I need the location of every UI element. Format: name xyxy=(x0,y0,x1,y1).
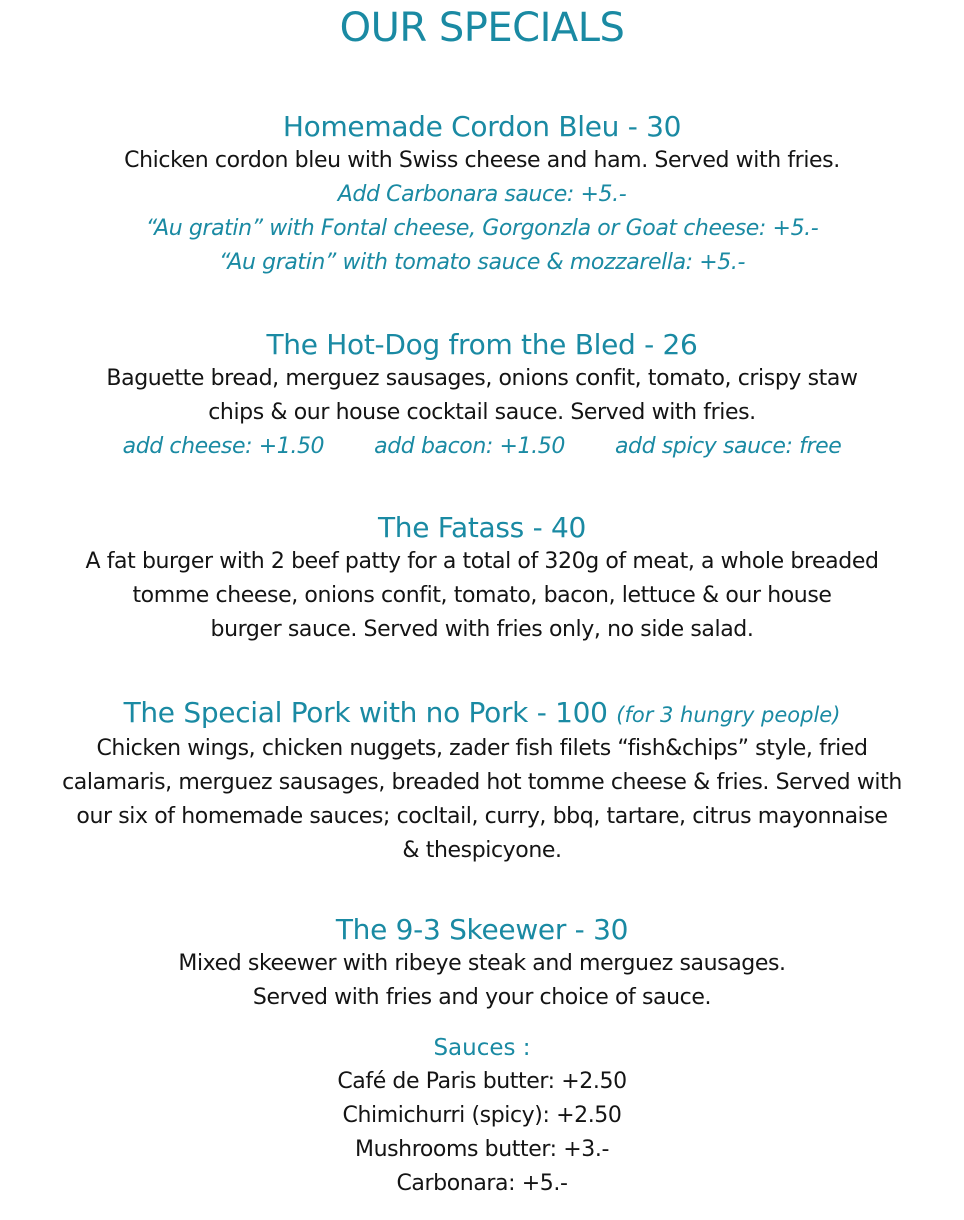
addon-row xyxy=(0,430,964,464)
item-option: “Au gratin” with Fontal cheese, Gorgonzla or Goat cheese: +5.- xyxy=(145,216,819,241)
sauce-item: Chimichurri (spicy): +2.50 xyxy=(342,1103,622,1128)
item-description: Baguette bread, merguez sausages, onions confit, tomato, crispy staw xyxy=(106,366,858,391)
item-description: & thespicyone. xyxy=(402,838,562,863)
sauce-item: Carbonara: +5.- xyxy=(396,1171,568,1196)
page-title: OUR SPECIALS xyxy=(339,5,625,51)
addon-cheese: add cheese: +1.50 xyxy=(122,434,325,459)
item-description: burger sauce. Served with fries only, no side salad. xyxy=(210,617,754,642)
item-description: Chicken cordon bleu with Swiss cheese and ham. Served with fries. xyxy=(124,148,840,173)
item-description: Chicken wings, chicken nuggets, zader fish filets “fish&chips” style, fried xyxy=(96,736,868,761)
menu-item-hot-dog xyxy=(0,328,964,464)
item-heading-note: (for 3 hungry people) xyxy=(616,703,841,727)
sauce-item: Café de Paris butter: +2.50 xyxy=(337,1069,627,1094)
addon-bacon: add bacon: +1.50 xyxy=(374,434,565,459)
item-heading xyxy=(0,696,964,732)
menu-item-fatass xyxy=(0,511,964,647)
item-heading: The Hot-Dog from the Bled - 26 xyxy=(266,328,698,361)
sauce-item: Mushrooms butter: +3.- xyxy=(354,1137,610,1162)
item-description: A fat burger with 2 beef patty for a total of 320g of meat, a whole breaded xyxy=(85,549,879,574)
menu-item-skeewer xyxy=(0,913,964,1015)
menu-item-cordon-bleu xyxy=(0,110,964,280)
item-description: calamaris, merguez sausages, breaded hot tomme cheese & fries. Served with xyxy=(62,770,902,795)
item-heading: The 9-3 Skeewer - 30 xyxy=(335,913,629,946)
menu-item-special-pork xyxy=(0,696,964,868)
addon-spicy-sauce: add spicy sauce: free xyxy=(614,434,842,459)
item-description: our six of homemade sauces; cocltail, curry, bbq, tartare, citrus mayonnaise xyxy=(76,804,888,829)
item-description: tomme cheese, onions confit, tomato, bacon, lettuce & our house xyxy=(132,583,832,608)
item-option: “Au gratin” with tomato sauce & mozzarella: +5.- xyxy=(218,250,746,275)
item-heading-text: The Special Pork with no Pork - 100 xyxy=(123,696,608,729)
sauces-section xyxy=(0,1031,964,1201)
item-option: Add Carbonara sauce: +5.- xyxy=(337,182,627,207)
sauces-heading: Sauces : xyxy=(433,1035,531,1061)
item-heading: The Fatass - 40 xyxy=(377,511,587,544)
item-heading: Homemade Cordon Bleu - 30 xyxy=(282,110,682,143)
item-description: Served with fries and your choice of sauce. xyxy=(252,985,712,1010)
item-description: chips & our house cocktail sauce. Served with fries. xyxy=(208,400,756,425)
item-description: Mixed skeewer with ribeye steak and merguez sausages. xyxy=(178,951,786,976)
